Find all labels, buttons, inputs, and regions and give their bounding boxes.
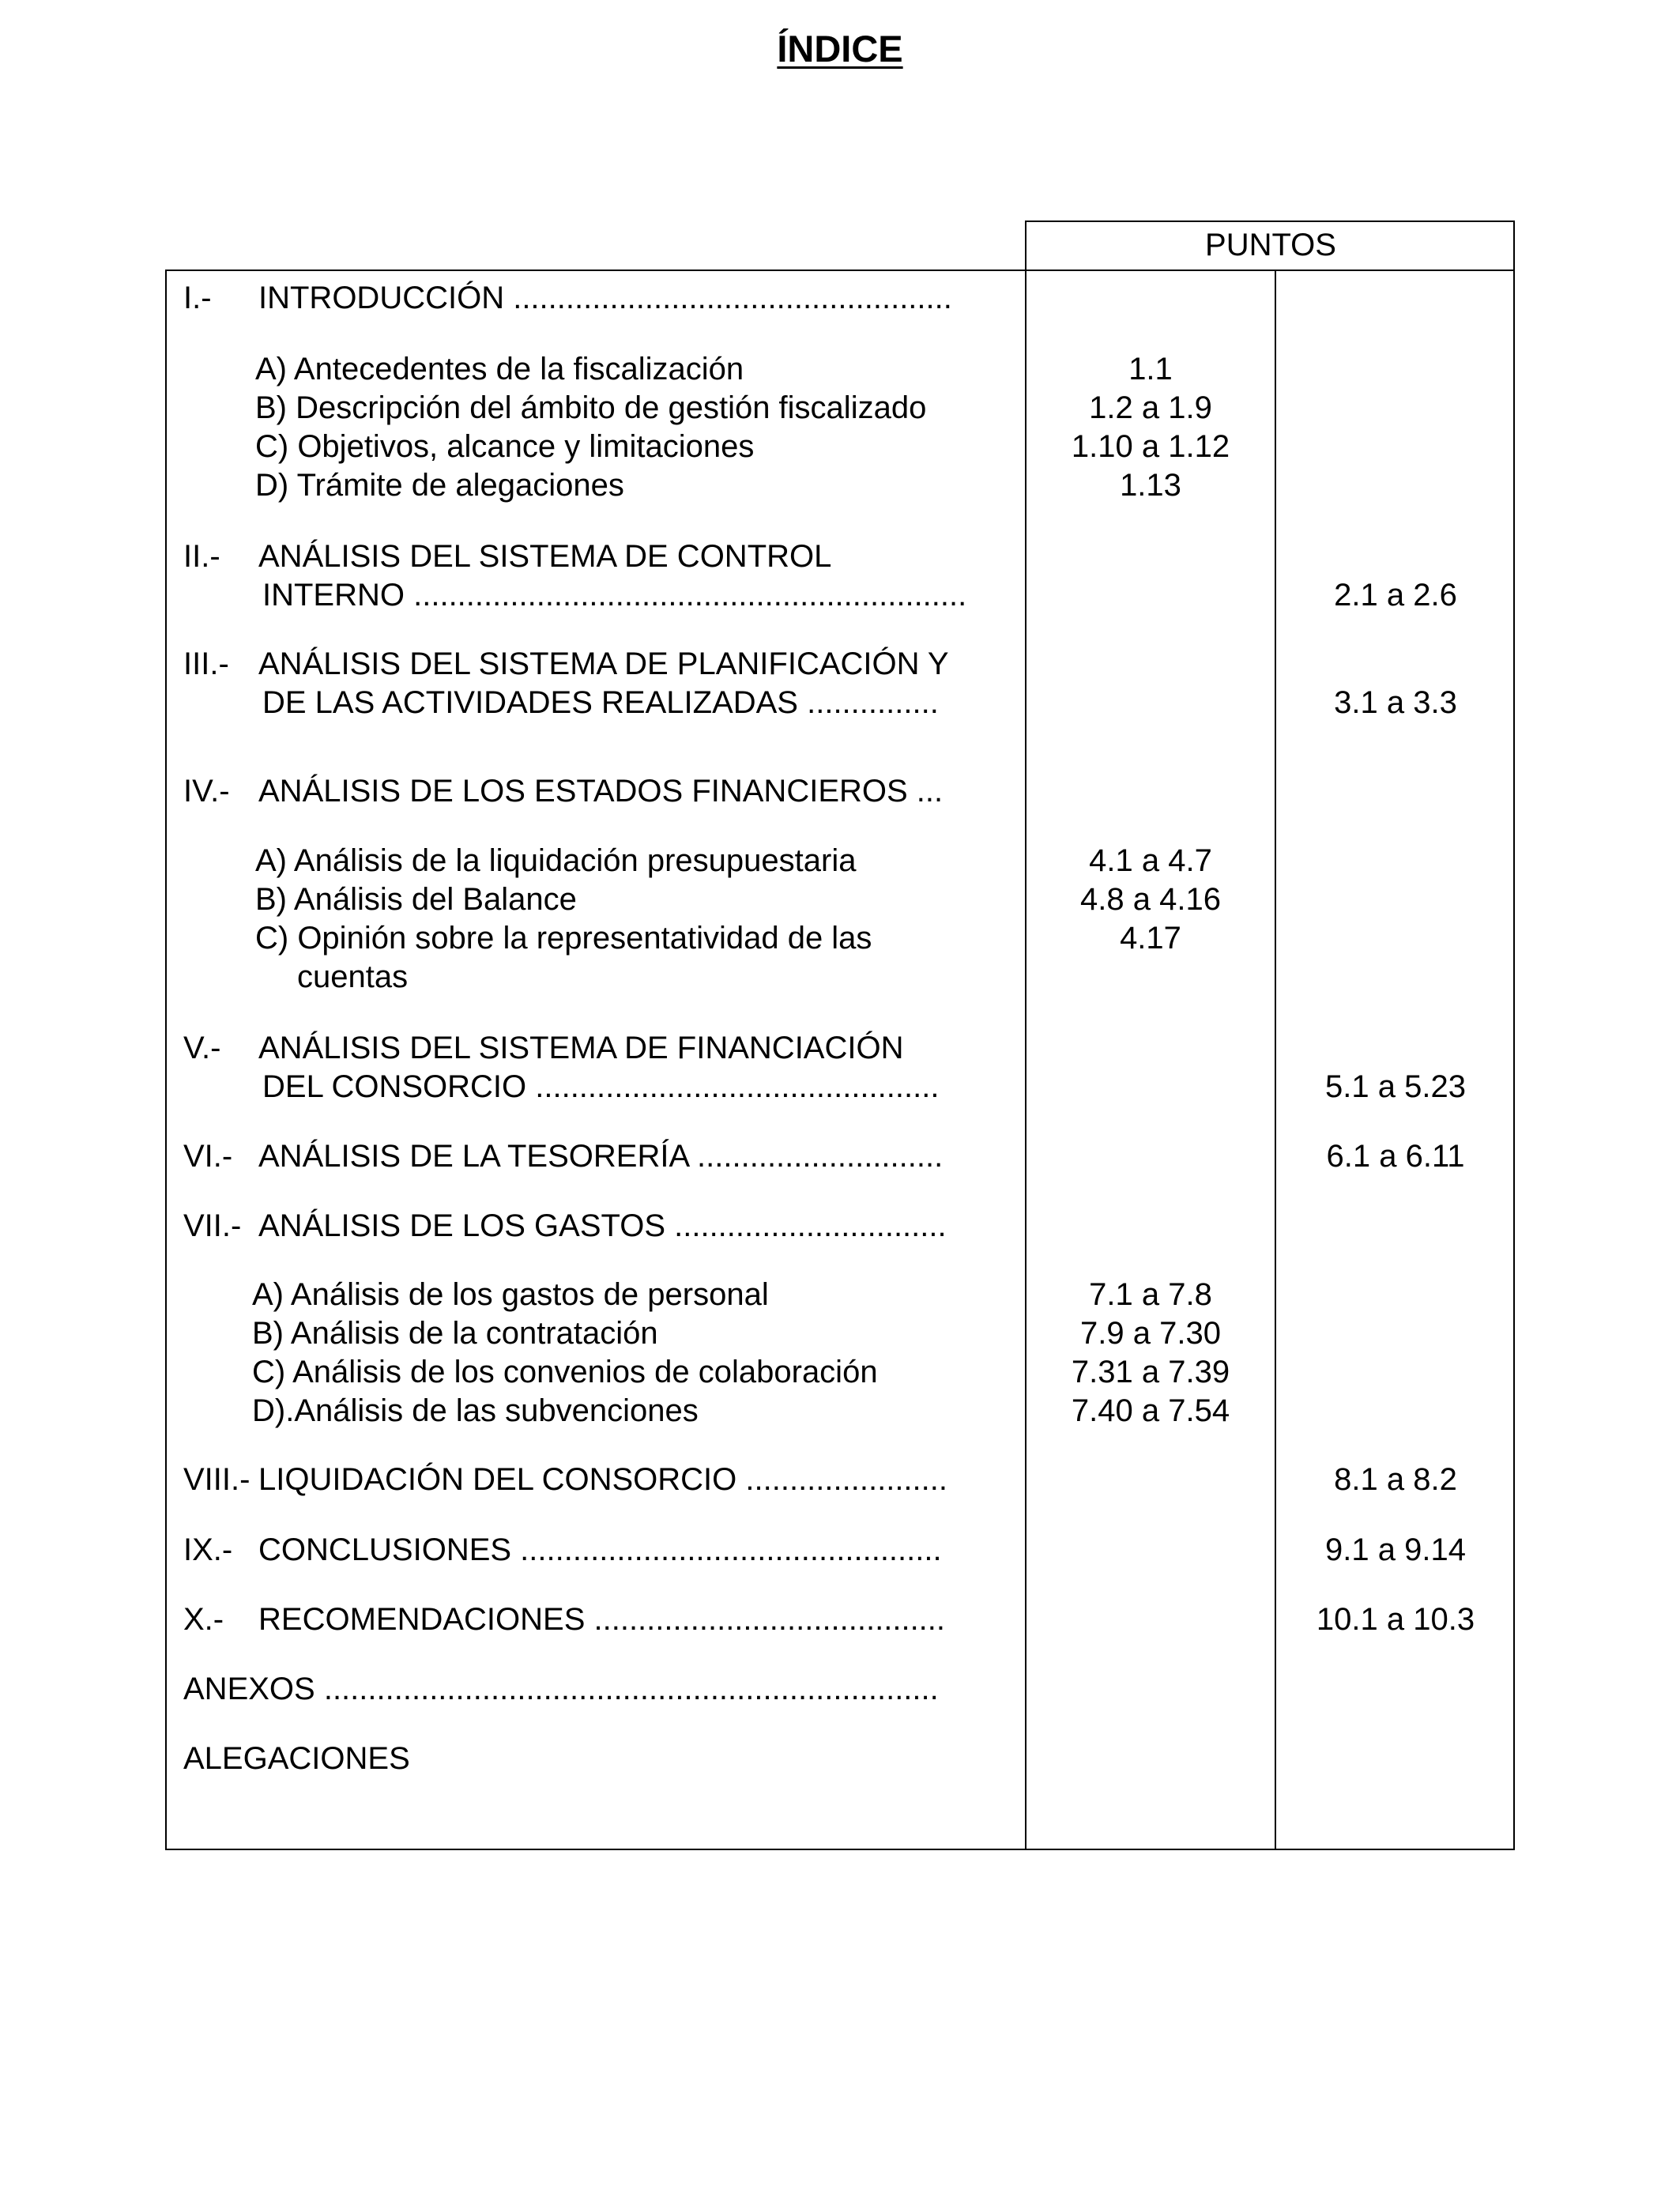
table-bottom [165, 1849, 1515, 1850]
section-title: ANÁLISIS DE LOS GASTOS ............................... [258, 1208, 947, 1243]
section-number: I.- [183, 281, 212, 315]
subsection-label: B) Análisis del Balance [255, 882, 577, 917]
page-title: ÍNDICE [777, 28, 903, 70]
subsection-label: C) Objetivos, alcance y limitaciones [255, 429, 755, 464]
section-title: INTRODUCCIÓN .................................................. [258, 281, 952, 315]
subsection-points: 4.17 [1120, 921, 1181, 956]
section-number: IV.- [183, 774, 230, 809]
section-title: ANÁLISIS DEL SISTEMA DE CONTROL [258, 539, 832, 574]
subsection-points: 1.2 a 1.9 [1089, 390, 1212, 425]
subsection-points: 1.13 [1120, 468, 1181, 503]
subsection-label: D) Trámite de alegaciones [255, 468, 624, 503]
section-points: 9.1 a 9.14 [1325, 1532, 1466, 1567]
subsection-points: 4.8 a 4.16 [1080, 882, 1221, 917]
section-points: 8.1 a 8.2 [1334, 1462, 1457, 1497]
section-title: CONCLUSIONES ................................................ [258, 1532, 942, 1567]
subsection-label: D).Análisis de las subvenciones [252, 1393, 699, 1428]
section-title: ANÁLISIS DE LA TESORERÍA ............................ [258, 1139, 944, 1174]
section-title-continued: DEL CONSORCIO .............................................. [262, 1069, 940, 1104]
subsection-label: A) Análisis de la liquidación presupuestaria [255, 843, 857, 878]
subsection-label-continued: cuentas [297, 959, 409, 994]
subsection-label: C) Análisis de los convenios de colaboración [252, 1355, 878, 1389]
section-title: RECOMENDACIONES ........................................ [258, 1602, 946, 1637]
section-number: V.- [183, 1031, 221, 1065]
section-number: VI.- [183, 1139, 233, 1174]
section-number: VIII.- [183, 1462, 250, 1497]
header-box-top [1025, 221, 1515, 222]
section-number: IX.- [183, 1532, 233, 1567]
section-points: 5.1 a 5.23 [1325, 1069, 1466, 1104]
section-points: 10.1 a 10.3 [1316, 1602, 1475, 1637]
subsection-label: B) Análisis de la contratación [252, 1316, 658, 1351]
section-points: 3.1 a 3.3 [1334, 685, 1457, 720]
annexes-title: ANEXOS ...................................................................... [183, 1672, 939, 1706]
section-title-continued: INTERNO ............................................................... [262, 578, 967, 613]
subsection-label: A) Antecedentes de la fiscalización [255, 352, 744, 386]
subsection-points: 4.1 a 4.7 [1089, 843, 1212, 878]
section-title: ANÁLISIS DEL SISTEMA DE PLANIFICACIÓN Y [258, 647, 949, 681]
subsection-points: 7.31 a 7.39 [1071, 1355, 1230, 1389]
subsection-points: 7.40 a 7.54 [1071, 1393, 1230, 1428]
section-points: 6.1 a 6.11 [1326, 1139, 1465, 1174]
section-number: II.- [183, 539, 220, 574]
section-number: VII.- [183, 1208, 242, 1243]
subsection-label: A) Análisis de los gastos de personal [252, 1277, 769, 1312]
subsection-points: 7.1 a 7.8 [1089, 1277, 1212, 1312]
table-top [165, 270, 1515, 271]
section-title: LIQUIDACIÓN DEL CONSORCIO ....................... [258, 1462, 947, 1497]
subsection-label: B) Descripción del ámbito de gestión fiscalizado [255, 390, 927, 425]
table-left [165, 270, 167, 1850]
section-title: ANÁLISIS DE LOS ESTADOS FINANCIEROS ... [258, 774, 944, 809]
subsection-points: 1.10 a 1.12 [1071, 429, 1230, 464]
subsection-label: C) Opinión sobre la representatividad de las [255, 921, 872, 956]
subsection-points: 7.9 a 7.30 [1080, 1316, 1221, 1351]
section-number: X.- [183, 1602, 224, 1637]
section-title-continued: DE LAS ACTIVIDADES REALIZADAS ............... [262, 685, 939, 720]
section-title: ANÁLISIS DEL SISTEMA DE FINANCIACIÓN [258, 1031, 904, 1065]
allegations-title: ALEGACIONES [183, 1741, 410, 1776]
puntos-header: PUNTOS [1205, 228, 1336, 262]
subsection-points: 1.1 [1128, 352, 1173, 386]
section-points: 2.1 a 2.6 [1334, 578, 1457, 613]
section-number: III.- [183, 647, 229, 681]
